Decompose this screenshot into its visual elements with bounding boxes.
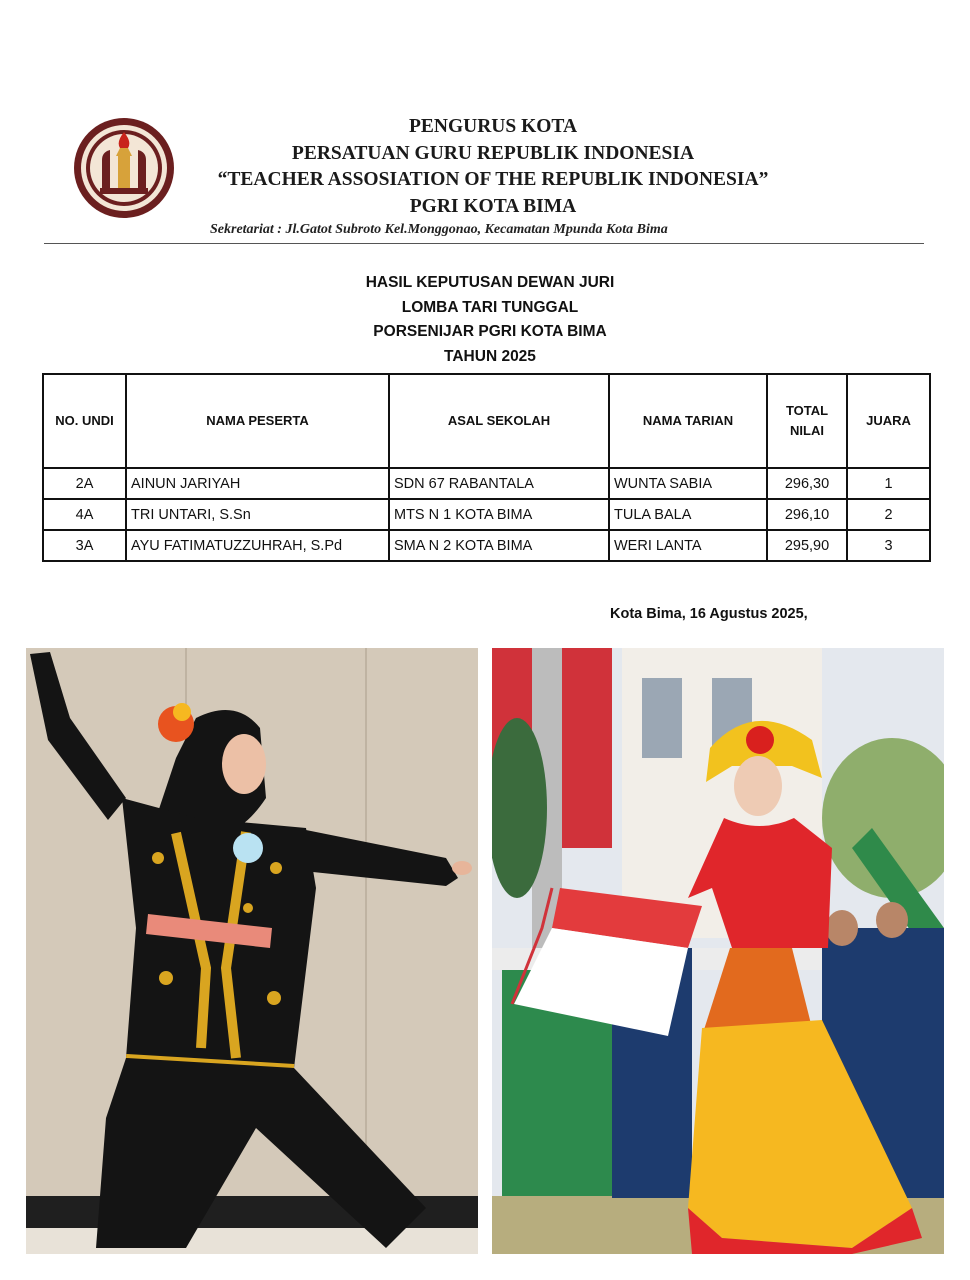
cell-nama: TRI UNTARI, S.Sn xyxy=(126,499,389,530)
cell-nilai: 296,10 xyxy=(767,499,847,530)
place-date: Kota Bima, 16 Agustus 2025, xyxy=(610,606,808,622)
org-line-1: PENGURUS KOTA xyxy=(408,116,578,137)
title-line-4: TAHUN 2025 xyxy=(444,347,536,365)
pgri-emblem-icon xyxy=(72,116,176,220)
org-line-4: PGRI KOTA BIMA xyxy=(409,195,577,217)
cell-juara: 1 xyxy=(847,468,930,499)
cell-nilai: 296,30 xyxy=(767,468,847,499)
cell-sekolah: SMA N 2 KOTA BIMA xyxy=(389,530,609,561)
cell-sekolah: MTS N 1 KOTA BIMA xyxy=(389,499,609,530)
cell-no-undi: 4A xyxy=(43,499,126,530)
table-header-row xyxy=(43,374,930,468)
cell-no-undi: 3A xyxy=(43,530,126,561)
cell-no-undi: 2A xyxy=(43,468,126,499)
results-table xyxy=(42,373,931,562)
cell-tarian: TULA BALA xyxy=(609,499,767,530)
title-line-3: PORSENIJAR PGRI KOTA BIMA xyxy=(373,323,607,340)
header-no-undi: NO. UNDI xyxy=(43,374,126,468)
table-row xyxy=(43,530,930,561)
cell-tarian: WUNTA SABIA xyxy=(609,468,767,499)
title-line-1: HASIL KEPUTUSAN DEWAN JURI xyxy=(365,274,615,291)
header-total-nilai xyxy=(767,374,847,468)
cell-tarian: WERI LANTA xyxy=(609,530,767,561)
header-total-nilai-line1: TOTAL xyxy=(785,403,829,418)
header-nama-tarian: NAMA TARIAN xyxy=(609,374,767,468)
cell-nilai: 295,90 xyxy=(767,530,847,561)
header-nama-peserta: NAMA PESERTA xyxy=(126,374,389,468)
org-line-3: “TEACHER ASSOSIATION OF THE REPUBLIK INDONESIA” xyxy=(217,169,769,190)
header-asal-sekolah: ASAL SEKOLAH xyxy=(389,374,609,468)
cell-juara: 3 xyxy=(847,530,930,561)
letterhead xyxy=(0,0,970,250)
cell-sekolah: SDN 67 RABANTALA xyxy=(389,468,609,499)
cell-juara: 2 xyxy=(847,499,930,530)
header-juara: JUARA xyxy=(847,374,930,468)
org-line-2: PERSATUAN GURU REPUBLIK INDONESIA xyxy=(291,142,695,164)
letterhead-divider xyxy=(44,243,924,244)
cell-nama: AINUN JARIYAH xyxy=(126,468,389,499)
title-line-2: LOMBA TARI TUNGGAL xyxy=(401,298,579,316)
header-total-nilai-line2: NILAI xyxy=(790,423,824,438)
cell-nama: AYU FATIMATUZZUHRAH, S.Pd xyxy=(126,530,389,561)
dancer-black-costume-photo xyxy=(26,648,478,1254)
dancer-red-yellow-costume-photo xyxy=(492,648,944,1254)
table-row xyxy=(43,468,930,499)
document-titles xyxy=(260,271,720,369)
table-row xyxy=(43,499,930,530)
secretariat-address: Sekretariat : Jl.Gatot Subroto Kel.Monggonao, Kecamatan Mpunda Kota Bima xyxy=(210,222,668,237)
